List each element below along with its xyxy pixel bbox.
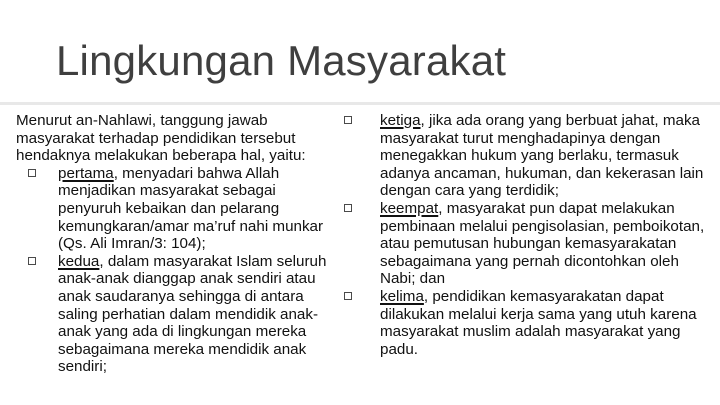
list-item — [360, 288, 705, 358]
item-text: , pendidikan kemasyarakatan dapat dilakukan melalui kerja sama yang utuh karena masyarakat muslim adalah masyarakat yang padu. — [380, 287, 697, 358]
item-keyword: kedua — [58, 252, 100, 270]
item-text: , jika ada orang yang berbuat jahat, maka masyarakat turut menghadapinya dengan menegakkan hukum yang berlaku, termasuk adanya ancaman, hukuman, dan kekerasan lain dengan cara yang terdidik; — [380, 112, 704, 200]
slide-title: Lingkungan Masyarakat — [56, 37, 507, 84]
right-column — [360, 112, 705, 358]
item-keyword: keempat — [380, 199, 439, 217]
intro-paragraph: Menurut an-Nahlawi, tanggung jawab masyarakat terhadap pendidikan tersebut hendaknya melakukan beberapa hal, yaitu: — [16, 112, 306, 165]
list-item — [360, 200, 705, 288]
left-column — [16, 112, 341, 376]
square-bullet-icon — [344, 204, 352, 212]
item-keyword: kelima — [380, 287, 424, 305]
list-item — [16, 253, 341, 376]
square-bullet-icon — [344, 116, 352, 124]
item-keyword: ketiga — [380, 112, 421, 129]
title-divider — [0, 102, 720, 105]
decorative-corner-bar — [0, 0, 35, 90]
item-keyword: pertama — [58, 164, 114, 182]
item-text: , dalam masyarakat Islam seluruh anak-anak dianggap anak sendiri atau anak saudaranya sehingga di antara saling perhatian dalam mendidik anak-anak yang ada di lingkungan mereka sebagaimana mereka mendidik anak sendiri; — [58, 252, 327, 376]
list-item — [16, 165, 341, 253]
right-bullet-list — [360, 112, 705, 358]
left-bullet-list — [16, 165, 341, 376]
square-bullet-icon — [344, 292, 352, 300]
square-bullet-icon — [28, 169, 36, 177]
list-item — [360, 112, 705, 200]
square-bullet-icon — [28, 257, 36, 265]
decorative-top-bar — [35, 0, 720, 6]
item-text: , menyadari bahwa Allah menjadikan masyarakat sebagai penyuruh kebaikan dan pelarang kemungkaran/amar ma’ruf nahi munkar (Qs. Ali Imran/3: 104); — [58, 164, 324, 253]
item-text: , masyarakat pun dapat melakukan pembinaan melalui pengisolasian, pemboikotan, atau pemutusan hubungan kemasyarakatan sebagaimana yang pernah dicontohkan oleh Nabi; dan — [380, 199, 705, 288]
